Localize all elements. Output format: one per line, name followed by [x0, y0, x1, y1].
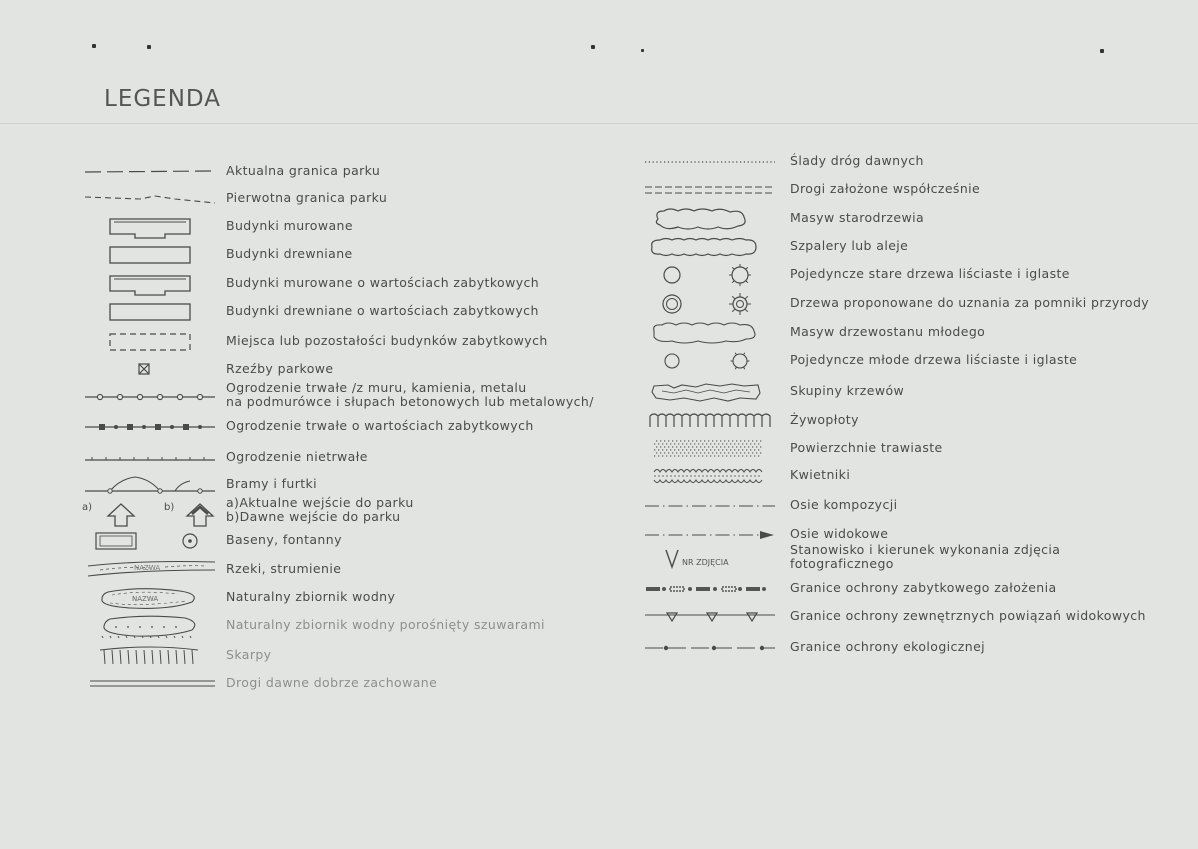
legend-symbol	[640, 577, 780, 605]
legend-label	[790, 295, 1149, 310]
legend-label-line: Granice ochrony ekologicznej	[790, 639, 986, 654]
legend-label-line: Drzewa proponowane do uznania za pomniki przyrody	[790, 295, 1150, 310]
legend-item-r8	[0, 349, 1198, 371]
single-trees-old-icon	[640, 263, 780, 287]
pond-name-label: NAZWA	[132, 595, 159, 603]
legend-label	[790, 412, 859, 427]
legend-item-r9	[0, 380, 1198, 402]
legend-symbol	[640, 547, 780, 575]
legend-symbol	[640, 235, 780, 263]
legend-item-r11	[0, 437, 1198, 459]
legend-symbol	[640, 321, 780, 349]
legend-label-line: Naturalny zbiornik wodny porośnięty szuwarami	[226, 617, 545, 632]
legend-symbol	[640, 178, 780, 206]
legend-label-line: Miejsca lub pozostałości budynków zabytkowych	[226, 333, 548, 348]
legend-item-r7	[0, 321, 1198, 343]
legend-label	[790, 352, 1077, 367]
legend-symbol	[640, 349, 780, 377]
legend-item-r16	[0, 577, 1198, 599]
legend-label	[790, 383, 904, 398]
alley-icon	[640, 235, 780, 259]
old-stand-icon	[640, 207, 780, 231]
legend-label-line: Kwietniki	[790, 467, 851, 482]
legend-label-line: Granice ochrony zewnętrznych powiązań widokowych	[790, 608, 1146, 623]
legend-label	[790, 210, 924, 225]
tag-b-label: b)	[164, 502, 175, 513]
legend-label-line: Ogrodzenie trwałe /z muru, kamienia, metalu	[226, 380, 527, 395]
single-trees-young-icon	[640, 349, 780, 373]
legend-label-line: a)Aktualne wejście do parku	[226, 495, 414, 510]
legend-label-line: na podmurówce i słupach betonowych lub metalowych/	[226, 394, 594, 409]
legend-label	[790, 580, 1057, 595]
legend-label-line: Żywopłoty	[790, 412, 859, 427]
legend-label-line: b)Dawne wejście do parku	[226, 509, 401, 524]
legend-label-line: Pojedyncze młode drzewa liściaste i iglaste	[790, 352, 1078, 367]
legend-item-r1	[0, 150, 1198, 172]
shrubs-icon	[640, 380, 780, 404]
legend-symbol	[640, 464, 780, 492]
legend-item-r3	[0, 207, 1198, 229]
legend-label-line: Aktualna granica parku	[226, 163, 381, 178]
legend-item-r4	[0, 235, 1198, 257]
legend-label	[790, 497, 897, 512]
legend-symbol	[640, 494, 780, 522]
legend-label-line: Pojedyncze stare drzewa liściaste i iglaste	[790, 266, 1070, 281]
legend-label-line: Skupiny krzewów	[790, 383, 905, 398]
legend-label	[790, 238, 908, 253]
legend-label-line: Masyw drzewostanu młodego	[790, 324, 986, 339]
grass-icon	[640, 437, 780, 461]
young-stand-icon	[640, 321, 780, 345]
legend-item-r5	[0, 263, 1198, 285]
legend-symbol	[640, 292, 780, 320]
legend-item-r17	[0, 605, 1198, 627]
legend-label	[790, 608, 1146, 623]
legend-label-line: Naturalny zbiornik wodny	[226, 589, 396, 604]
eco-boundary-icon	[640, 636, 780, 660]
legend-label-line: Budynki murowane o wartościach zabytkowych	[226, 275, 540, 290]
legend-label	[790, 181, 980, 196]
legend-label-line: Rzeźby parkowe	[226, 361, 334, 376]
dotted-line-icon	[640, 150, 780, 174]
legend-item-r12	[0, 464, 1198, 486]
legend-label	[790, 266, 1070, 281]
double-dash-line-icon	[640, 178, 780, 202]
legend-label-line: Ogrodzenie nietrwałe	[226, 449, 368, 464]
heritage-boundary-icon	[640, 577, 780, 601]
legend-label-line: Ślady dróg dawnych	[790, 153, 924, 168]
legend-label	[790, 440, 943, 455]
legend-symbol	[640, 409, 780, 437]
legend-label	[790, 324, 985, 339]
legend-symbol	[640, 437, 780, 465]
legend-label	[790, 526, 888, 541]
legend-label-line: Granice ochrony zabytkowego założenia	[790, 580, 1057, 595]
photo-number-label: NR ZDJĘCIA	[682, 558, 729, 567]
tag-a-label: a)	[82, 502, 93, 513]
flowerbed-icon	[640, 464, 780, 488]
legend-label-line: Bramy i furtki	[226, 476, 318, 491]
legend-label-line: Rzeki, strumienie	[226, 561, 342, 576]
legend-label-line: Drogi dawne dobrze zachowane	[226, 675, 438, 690]
legend-label-line: Budynki murowane	[226, 218, 353, 233]
legend-symbol	[640, 380, 780, 408]
legend-label-line: Baseny, fontanny	[226, 532, 342, 547]
legend-label-line: Drogi założone współcześnie	[790, 181, 981, 196]
photo-point-icon	[640, 547, 780, 571]
legend-label-line: Budynki drewniane	[226, 246, 353, 261]
legend-symbol	[640, 150, 780, 178]
legend-symbol	[640, 207, 780, 235]
legend-label	[790, 543, 1060, 571]
legend-label	[790, 153, 924, 168]
legend-label-line: Pierwotna granica parku	[226, 190, 388, 205]
legend-label-line: Osie widokowe	[790, 526, 889, 541]
dash-dot-line-icon	[640, 494, 780, 518]
legend-item-r2	[0, 178, 1198, 200]
legend-label	[790, 467, 850, 482]
legend-symbol	[640, 263, 780, 291]
legend-label-line: Powierzchnie trawiaste	[790, 440, 943, 455]
legend-title: LEGENDA	[104, 86, 221, 112]
legend-label-line: Ogrodzenie trwałe o wartościach zabytkowych	[226, 418, 534, 433]
legend-label-line: fotograficznego	[790, 556, 894, 571]
monument-trees-icon	[640, 292, 780, 316]
view-boundary-triangles-icon	[640, 605, 780, 629]
legend-item-r13	[0, 494, 1198, 516]
hedge-icon	[640, 409, 780, 433]
legend-item-r18	[0, 636, 1198, 658]
legend-symbol	[640, 605, 780, 633]
legend-item-r6	[0, 292, 1198, 314]
legend-symbol	[640, 636, 780, 664]
legend-label-line: Stanowisko i kierunek wykonania zdjęcia	[790, 542, 1061, 557]
legend-label	[790, 639, 985, 654]
legend-label-line: Budynki drewniane o wartościach zabytkowych	[226, 303, 539, 318]
legend-label-line: Osie kompozycji	[790, 497, 898, 512]
legend-label-line: Skarpy	[226, 647, 272, 662]
river-name-label: NAZWA	[134, 564, 161, 572]
legend-label-line: Masyw starodrzewia	[790, 210, 925, 225]
legend-item-r10	[0, 409, 1198, 431]
legend-label-line: Szpalery lub aleje	[790, 238, 909, 253]
